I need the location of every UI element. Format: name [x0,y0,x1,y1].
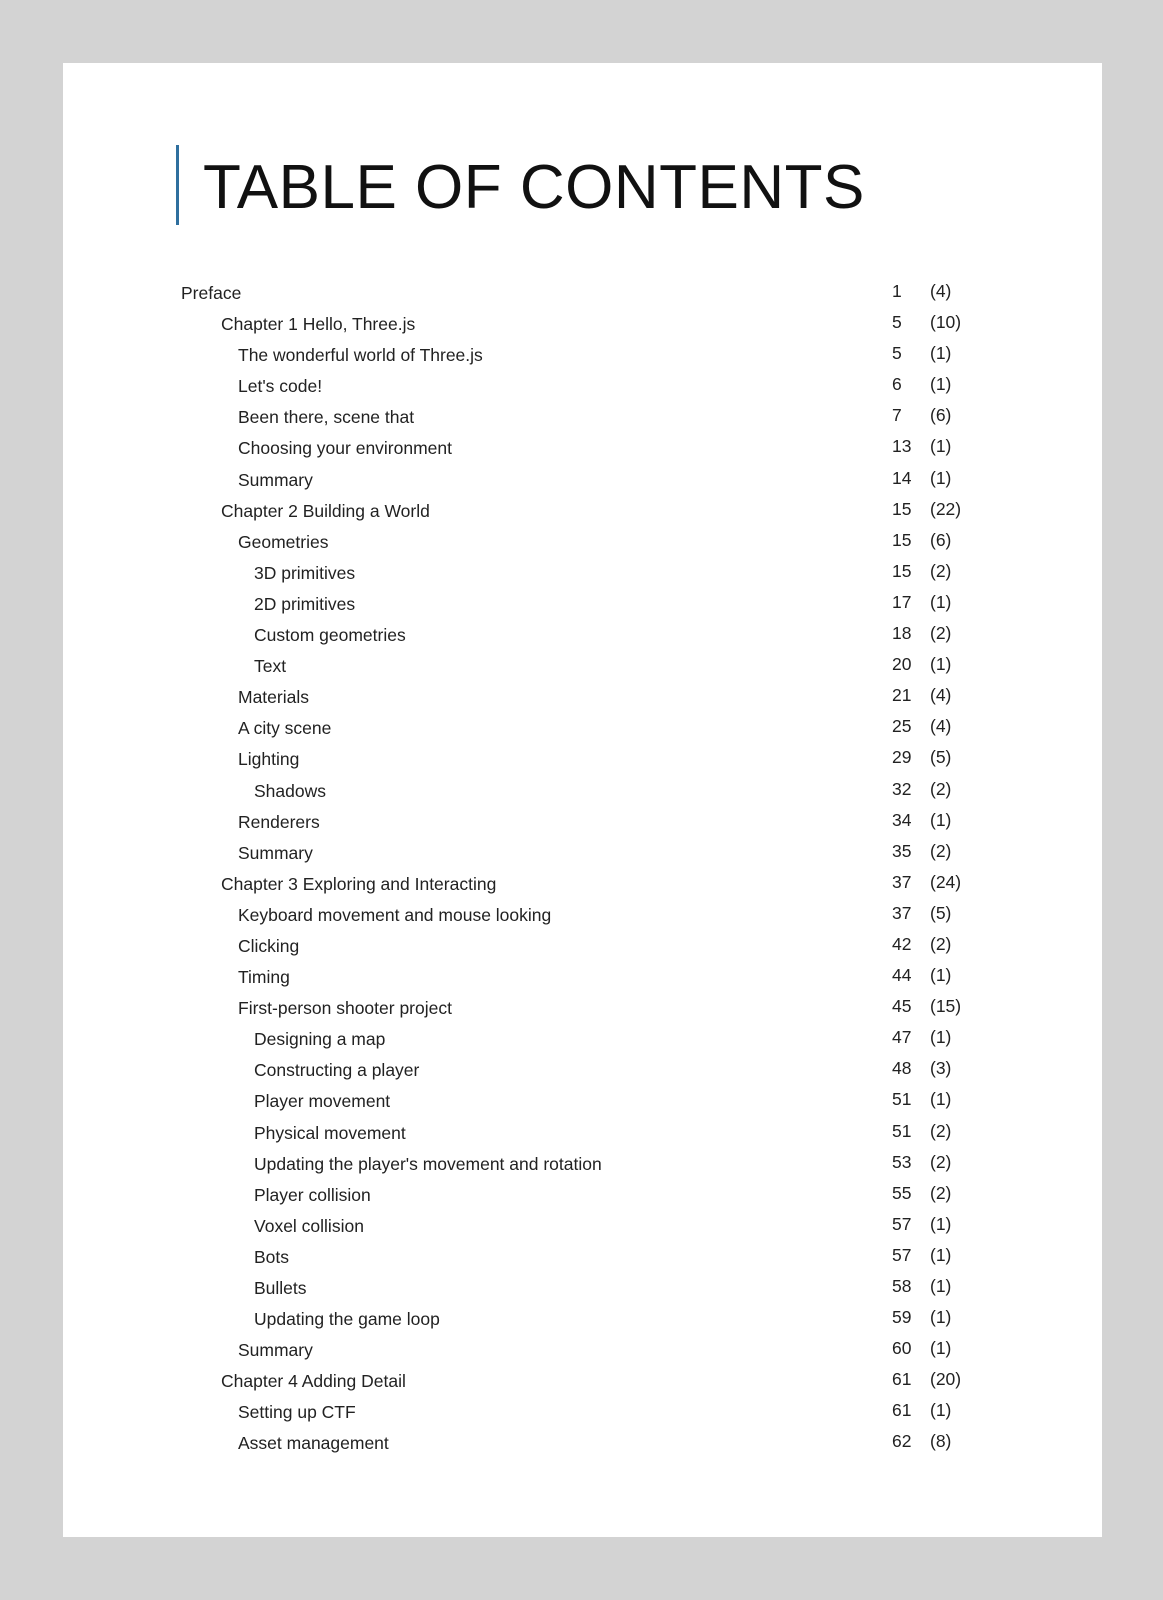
toc-entry-label: Asset management [238,1433,389,1454]
toc-entry-page-number: 15 [892,529,912,550]
toc-entry-label: Updating the player's movement and rotation [254,1153,602,1174]
toc-entry[interactable] [63,1056,1102,1087]
toc-entry-page-count: (2) [930,933,952,954]
toc-entry[interactable] [63,403,1102,434]
toc-entry-page-count: (1) [930,1089,952,1110]
toc-entry-page-count: (8) [930,1431,952,1452]
toc-entry-label: The wonderful world of Three.js [238,345,483,366]
toc-entry-page-number: 45 [892,996,912,1017]
toc-entry[interactable] [63,1367,1102,1398]
toc-entry-page-number: 1 [892,281,902,301]
toc-entry-page-count: (1) [930,965,952,986]
toc-entry-label: Timing [238,967,290,988]
toc-entry-page-count: (6) [930,405,952,426]
toc-entry-page-number: 61 [892,1400,912,1421]
toc-entry-label: Updating the game loop [254,1309,440,1330]
toc-entry[interactable] [63,1119,1102,1150]
toc-entry[interactable] [63,870,1102,901]
toc-entry-page-count: (2) [930,778,952,799]
toc-entry[interactable] [63,1181,1102,1212]
toc-entry-page-number: 17 [892,591,912,612]
toc-entry-label: Shadows [254,780,326,801]
toc-entry-page-number: 15 [892,498,912,519]
toc-entry-page-count: (1) [930,467,952,488]
toc-entry-page-number: 59 [892,1307,912,1328]
toc-entry-page-number: 58 [892,1276,912,1296]
toc-entry[interactable] [63,528,1102,559]
toc-entry-page-number: 62 [892,1431,912,1452]
toc-entry-page-count: (1) [930,809,952,830]
toc-entry-page-number: 35 [892,840,912,861]
toc-entry-page-count: (2) [930,1120,952,1141]
toc-entry[interactable] [63,932,1102,963]
toc-entry-label: Choosing your environment [238,438,453,459]
toc-entry-page-number: 29 [892,747,912,768]
document-page [63,63,1102,1537]
toc-entry-page-count: (5) [930,747,952,768]
toc-entry-label: Preface [181,283,242,303]
toc-entry-page-count: (1) [930,1276,952,1296]
toc-entry-page-count: (1) [930,374,952,395]
toc-entry-page-count: (1) [930,1400,952,1421]
toc-entry-label: Summary [238,842,313,863]
toc-entry[interactable] [63,341,1102,372]
toc-entry-page-count: (5) [930,902,952,923]
toc-entry[interactable] [63,466,1102,497]
toc-entry[interactable] [63,590,1102,621]
toc-entry-page-count: (2) [930,560,952,581]
toc-entry[interactable] [63,1336,1102,1367]
page-title: TABLE OF CONTENTS [203,153,865,222]
toc-entry-page-number: 20 [892,654,912,675]
toc-entry-page-count: (4) [930,281,952,301]
toc-entry[interactable] [63,1305,1102,1336]
toc-entry-page-number: 21 [892,685,912,706]
toc-entry-page-count: (1) [930,1307,952,1328]
toc-entry-page-count: (20) [930,1369,962,1390]
toc-entry-page-count: (1) [930,1244,952,1265]
toc-entry[interactable] [63,1274,1102,1305]
toc-entry-label: Bots [254,1246,290,1267]
toc-entry-label: 2D primitives [254,593,356,614]
toc-entry-page-number: 44 [892,965,912,986]
toc-entry[interactable] [63,839,1102,870]
toc-entry-page-count: (3) [930,1058,952,1079]
toc-entry-page-count: (1) [930,654,952,675]
toc-entry-label: Player collision [254,1184,371,1205]
toc-entry-page-number: 51 [892,1089,912,1110]
toc-entry-page-count: (15) [930,996,962,1017]
toc-entry-label: Keyboard movement and mouse looking [238,904,552,925]
toc-entry[interactable] [63,279,1102,310]
toc-entry-page-number: 34 [892,809,912,830]
toc-entry[interactable] [63,434,1102,465]
toc-entry[interactable] [63,714,1102,745]
toc-entry-label: Setting up CTF [238,1402,356,1423]
toc-entry-page-count: (2) [930,1151,952,1172]
toc-entry-page-count: (2) [930,840,952,861]
toc-entry-label: Player movement [254,1091,391,1112]
toc-entry[interactable] [63,1087,1102,1118]
toc-entry[interactable] [63,963,1102,994]
toc-entry-label: Lighting [238,749,300,770]
toc-entry-page-count: (4) [930,716,952,737]
toc-entry-label: First-person shooter project [238,998,452,1019]
toc-entry-label: Renderers [238,811,320,832]
toc-entry-page-number: 25 [892,716,912,737]
toc-entry[interactable] [63,683,1102,714]
toc-entry-label: Chapter 4 Adding Detail [221,1371,406,1392]
toc-entry-page-number: 5 [892,343,902,364]
toc-entry-page-number: 60 [892,1338,912,1359]
toc-entry-page-count: (2) [930,623,952,644]
toc-entry-page-number: 14 [892,467,912,488]
toc-entry[interactable] [63,808,1102,839]
toc-entry-label: Summary [238,469,313,490]
toc-entry-page-count: (1) [930,1027,952,1048]
toc-entry[interactable] [63,1398,1102,1429]
toc-entry-page-number: 32 [892,778,912,799]
toc-entry-page-number: 37 [892,871,912,892]
toc-entry-page-count: (10) [930,312,962,333]
toc-entry-label: Summary [238,1340,313,1361]
toc-entry[interactable] [63,559,1102,590]
toc-entry[interactable] [63,652,1102,683]
toc-entry-page-number: 61 [892,1369,912,1390]
toc-entry-label: A city scene [238,718,332,739]
toc-entry-page-count: (4) [930,685,952,706]
toc-entry-page-number: 53 [892,1151,912,1172]
toc-entry-label: Let's code! [238,376,323,397]
toc-entry[interactable] [63,1025,1102,1056]
toc-entry[interactable] [63,497,1102,528]
toc-entry-label: Physical movement [254,1122,406,1143]
toc-entry-page-number: 48 [892,1058,912,1079]
toc-entry-page-count: (1) [930,343,952,364]
toc-entry-page-number: 6 [892,374,902,395]
toc-entry-page-count: (6) [930,529,952,550]
toc-entry-page-number: 47 [892,1027,912,1048]
toc-entry-label: Constructing a player [254,1060,420,1081]
toc-entry-page-count: (1) [930,1213,952,1234]
toc-entry-label: Chapter 2 Building a World [221,500,430,521]
toc-entry[interactable] [63,1243,1102,1274]
toc-entry-page-number: 51 [892,1120,912,1141]
toc-entry[interactable] [63,777,1102,808]
toc-entry[interactable] [63,1429,1102,1460]
toc-entry-label: Chapter 1 Hello, Three.js [221,314,416,335]
toc-entry[interactable] [63,1212,1102,1243]
toc-entry[interactable] [63,372,1102,403]
toc-entry-page-count: (1) [930,1338,952,1359]
toc-entry-label: 3D primitives [254,562,356,583]
toc-entry[interactable] [63,1150,1102,1181]
toc-entry[interactable] [63,745,1102,776]
toc-entry-page-number: 15 [892,560,912,581]
table-of-contents [63,279,1102,1461]
toc-entry-label: Designing a map [254,1029,386,1050]
toc-entry-page-count: (22) [930,498,962,519]
toc-entry-label: Text [254,656,287,677]
toc-entry-label: Clicking [238,935,300,956]
toc-entry-page-count: (24) [930,871,962,892]
toc-entry-page-number: 13 [892,436,912,457]
toc-entry-page-number: 42 [892,933,912,954]
toc-entry-page-number: 57 [892,1244,912,1265]
toc-entry-page-number: 55 [892,1182,912,1203]
toc-entry-label: Chapter 3 Exploring and Interacting [221,873,497,894]
toc-entry-page-number: 5 [892,312,902,333]
toc-entry-page-count: (1) [930,436,952,457]
toc-entry-label: Been there, scene that [238,407,415,428]
toc-entry[interactable] [63,901,1102,932]
toc-entry[interactable] [63,621,1102,652]
toc-entry-page-number: 57 [892,1213,912,1234]
toc-entry[interactable] [63,994,1102,1025]
title-accent-bar [176,145,179,225]
toc-entry-label: Geometries [238,531,329,552]
toc-entry-label: Custom geometries [254,625,406,646]
toc-entry-page-number: 7 [892,405,902,426]
toc-entry-label: Materials [238,687,309,708]
toc-entry-page-count: (1) [930,591,952,612]
toc-entry-page-count: (2) [930,1182,952,1203]
toc-entry-page-number: 37 [892,902,912,923]
toc-entry-page-number: 18 [892,623,912,644]
toc-entry[interactable] [63,310,1102,341]
toc-entry-label: Voxel collision [254,1215,364,1236]
toc-entry-label: Bullets [254,1278,307,1298]
